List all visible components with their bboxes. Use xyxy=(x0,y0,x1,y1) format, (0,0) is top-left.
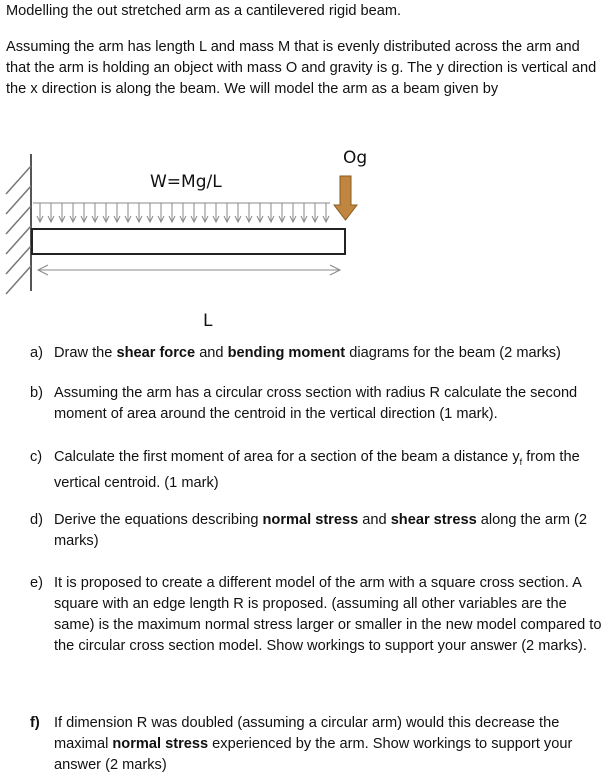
question-f xyxy=(6,713,606,776)
question-a-label: a) xyxy=(30,345,43,361)
point-load-arrow xyxy=(334,176,357,220)
page-title: Modelling the out stretched arm as a cantilevered rigid beam. xyxy=(6,3,402,19)
wall-hatching xyxy=(6,166,31,294)
question-f-text: If dimension R was doubled (assuming a circular arm) would this decrease the maximal normal stress experienced by the arm. Show workings to support your answer (2 marks) xyxy=(54,715,573,773)
question-e-label: e) xyxy=(30,575,43,591)
question-c xyxy=(6,447,606,494)
question-d-label: d) xyxy=(30,512,43,528)
cantilever-beam-diagram xyxy=(0,148,609,338)
intro-paragraph: Assuming the arm has length L and mass M that is evenly distributed across the arm and that the arm is holding an object with mass O and gravity is g. The y direction is vertical and the x direction is along the beam. We will model the arm as a beam given by xyxy=(6,39,597,97)
question-a xyxy=(6,343,606,364)
question-c-text: Calculate the first moment of area for a section of the beam a distance $y_f$ from the vertical centroid. (1 mark) xyxy=(54,449,580,491)
point-load-label: Og xyxy=(343,148,368,168)
question-d-text: Derive the equations describing normal stress and shear stress along the arm (2 marks) xyxy=(54,512,588,549)
question-e xyxy=(6,573,606,657)
question-b xyxy=(6,383,606,425)
question-d xyxy=(6,510,606,552)
beam-rect xyxy=(32,229,345,254)
question-c-label: c) xyxy=(30,449,43,465)
length-label: L xyxy=(203,311,213,331)
length-dimension xyxy=(38,265,340,275)
question-b-label: b) xyxy=(30,385,43,401)
question-b-text: Assuming the arm has a circular cross section with radius R calculate the second moment of area around the centroid in the vertical direction (1 mark). xyxy=(54,385,578,422)
distributed-load-label: W=Mg/L xyxy=(150,172,222,192)
question-a-text: Draw the shear force and bending moment diagrams for the beam (2 marks) xyxy=(54,345,561,361)
question-f-label: f) xyxy=(30,715,40,731)
distributed-load-arrows xyxy=(33,203,330,222)
question-e-text: It is proposed to create a different model of the arm with a square cross section. A square with an edge length R is proposed. (assuming all other variables are the same) is the maximum normal stress larger or smaller in the new model compared to the circular cross section model. Show workings to support your answer (2 marks). xyxy=(54,575,602,654)
